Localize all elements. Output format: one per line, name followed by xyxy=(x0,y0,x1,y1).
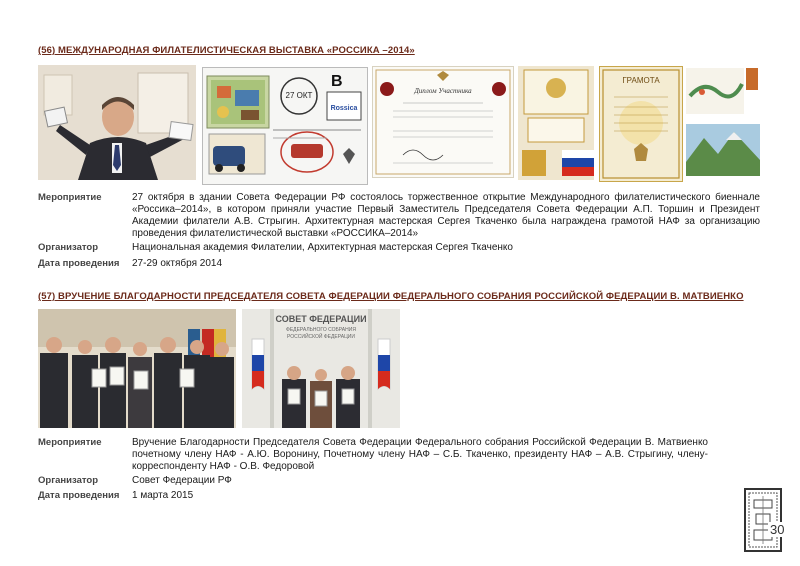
section-56-organizer-row xyxy=(38,242,760,254)
section-57-date-row xyxy=(38,490,760,502)
wall-sign-line-3: РОССИЙСКОЙ ФЕДЕРАЦИИ xyxy=(287,334,355,340)
photo-man-with-envelopes xyxy=(38,65,196,180)
photo-group-with-certificates xyxy=(38,309,236,428)
section-56-organizer-text: Национальная академия Филателии, Архитектурная мастерская Сергея Ткаченко xyxy=(132,242,513,253)
participant-diploma-image xyxy=(372,66,514,178)
photo-federation-council-hall xyxy=(242,309,400,428)
section-57-date-text: 1 марта 2015 xyxy=(132,490,194,501)
diploma-title: Диплом Участника xyxy=(414,87,472,95)
section-56-date-label: Дата проведения xyxy=(38,258,120,269)
section-56-title: (56) МЕЖДУНАРОДНАЯ ФИЛАТЕЛИСТИЧЕСКАЯ ВЫСТАВКА «РОССИКА –2014» xyxy=(38,45,415,56)
envelope-stamp-letter: В xyxy=(331,73,343,90)
section-57-organizer-text: Совет Федерации РФ xyxy=(132,475,232,486)
section-56-event-label: Мероприятие xyxy=(38,192,102,203)
section-57-organizer-label: Организатор xyxy=(38,475,99,486)
section-57-organizer-row xyxy=(38,475,760,487)
commemorative-envelope-image xyxy=(202,67,368,185)
decorative-ornament xyxy=(744,488,782,552)
wall-sign-line-1: СОВЕТ ФЕДЕРАЦИИ xyxy=(275,314,367,324)
rossica-cover-image xyxy=(518,66,594,180)
section-57-date-label: Дата проведения xyxy=(38,490,120,501)
envelope-postmark-date: 27 ОКТ xyxy=(285,91,313,100)
section-56-event-row xyxy=(38,192,760,240)
section-56-event-text: 27 октября в здании Совета Федерации РФ состоялось торжественное открытие Международного филателистического биеннале «Россика–2014», в котором приняли участие Первый Заместитель Председателя Совета Федерации А.П. Торшин и Президент Академии филатели А.В. Стрыгин. Архитектурная мастерская Сергея Ткаченко была награждена грамотой НАФ за организацию проведения филателистической выставки «РОССИКА–2014» xyxy=(132,192,760,239)
section-57-event-row xyxy=(38,437,760,473)
landscape-stamps-image xyxy=(686,66,760,180)
section-56-date-row xyxy=(38,258,760,270)
envelope-rossica-mark: Rossica xyxy=(330,105,358,112)
section-56-date-text: 27-29 октября 2014 xyxy=(132,258,223,269)
gramota-title: ГРАМОТА xyxy=(622,76,660,85)
page-number: 30 xyxy=(770,522,785,537)
section-57-event-label: Мероприятие xyxy=(38,437,102,448)
gramota-certificate-image xyxy=(599,66,683,182)
section-56-organizer-label: Организатор xyxy=(38,242,99,253)
section-57-event-text: Вручение Благодарности Председателя Совета Федерации Федерального собрания Российской Федерации В. Матвиенко почетному члену НАФ - А.Ю. Воронину, Почетному члену НАФ – С.Б. Ткаченко, президенту НАФ – А.В. Стрыгину, члену-корреспонденту НАФ - О.В. Федоровой xyxy=(132,437,708,472)
wall-sign-line-2: ФЕДЕРАЛЬНОГО СОБРАНИЯ xyxy=(286,327,356,333)
section-57-title: (57) ВРУЧЕНИЕ БЛАГОДАРНОСТИ ПРЕДСЕДАТЕЛЯ СОВЕТА ФЕДЕРАЦИИ ФЕДЕРАЛЬНОГО СОБРАНИЯ РОССИЙСКОЙ ФЕДЕРАЦИИ В. МАТВИЕНКО xyxy=(38,291,744,302)
